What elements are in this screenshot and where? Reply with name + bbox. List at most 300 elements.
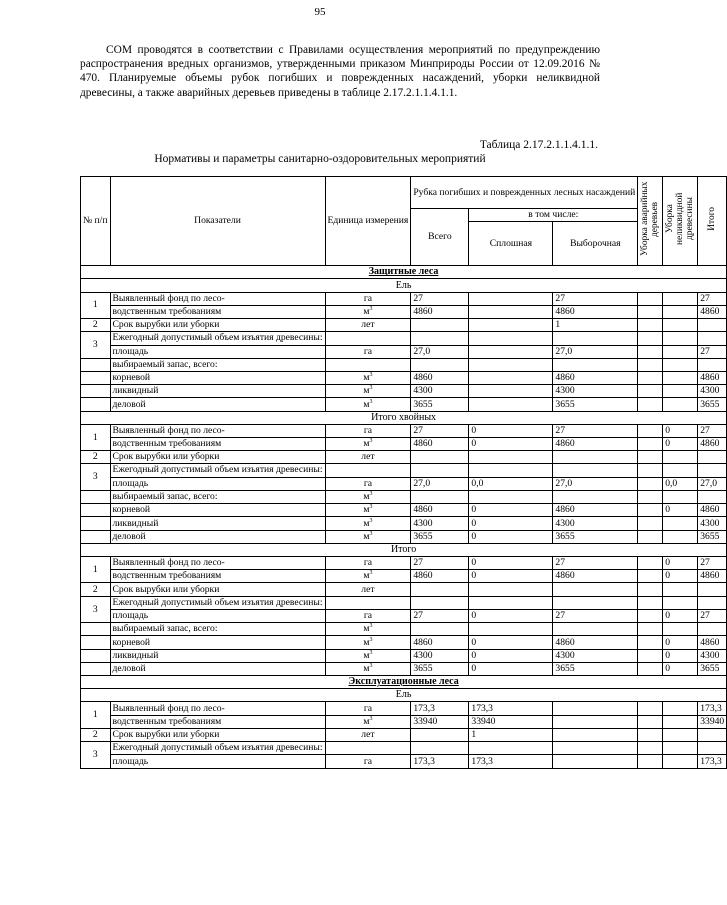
header-including: в том числе: [469, 209, 638, 222]
cell-unit: $м^3$ [325, 636, 411, 649]
cell-clear: 0 [469, 424, 553, 437]
cell-clear [469, 332, 553, 346]
cell-emergency [638, 305, 663, 318]
cell-num [81, 530, 111, 543]
cell-clear [469, 623, 553, 636]
cell-clear: 33940 [469, 715, 553, 728]
table-row [81, 636, 727, 649]
cell-indicator: корневой [110, 372, 325, 385]
cell-num: 2 [81, 318, 111, 331]
cell-clear: 0 [469, 636, 553, 649]
cell-selective: 4860 [553, 305, 638, 318]
cell-num: 1 [81, 292, 111, 318]
cell-selective [553, 702, 638, 715]
header-nonliquid: Уборка неликвидной древесины [663, 177, 698, 266]
cell-selective: 27,0 [553, 345, 638, 358]
cell-total: 3655 [411, 662, 469, 675]
cell-emergency [638, 623, 663, 636]
cell-clear: 0 [469, 517, 553, 530]
cell-nonliquid [663, 332, 698, 346]
cell-selective: 4300 [553, 517, 638, 530]
cell-unit [325, 464, 411, 478]
cell-nonliquid [663, 596, 698, 610]
cell-nonliquid: 0 [663, 662, 698, 675]
cell-itogo [698, 332, 727, 346]
section-label: Ель [81, 689, 727, 702]
cell-nonliquid [663, 464, 698, 478]
cell-num: 3 [81, 741, 111, 768]
cell-total: 27 [411, 610, 469, 623]
cell-unit: га [325, 556, 411, 569]
cell-total: 27,0 [411, 345, 469, 358]
cell-emergency [638, 517, 663, 530]
cell-unit: $м^3$ [325, 623, 411, 636]
cell-unit: $м^3$ [325, 504, 411, 517]
sanitary-measures-table [80, 176, 727, 769]
cell-total [411, 728, 469, 741]
table-row [81, 610, 727, 623]
cell-itogo: 3655 [698, 662, 727, 675]
cell-total [411, 318, 469, 331]
cell-total: 27 [411, 556, 469, 569]
cell-nonliquid: 0 [663, 636, 698, 649]
cell-num: 2 [81, 728, 111, 741]
cell-clear: 0 [469, 570, 553, 583]
cell-selective [553, 596, 638, 610]
cell-total [411, 741, 469, 755]
cell-total [411, 464, 469, 478]
table-row [81, 583, 727, 596]
cell-nonliquid: 0 [663, 556, 698, 569]
table-row [81, 372, 727, 385]
cell-selective: 4300 [553, 649, 638, 662]
cell-selective: 4860 [553, 437, 638, 450]
cell-itogo [698, 464, 727, 478]
header-felling-group: Рубка погибших и поврежденных лесных насаждений [411, 177, 638, 209]
cell-clear: 173,3 [469, 755, 553, 768]
cell-emergency [638, 358, 663, 371]
cell-clear: 1 [469, 728, 553, 741]
cell-selective [553, 491, 638, 504]
cell-emergency [638, 649, 663, 662]
cell-itogo: 4860 [698, 372, 727, 385]
cell-total: 33940 [411, 715, 469, 728]
cell-total: 4300 [411, 649, 469, 662]
cell-indicator: площадь [110, 345, 325, 358]
header-num: № п/п [81, 177, 111, 266]
cell-clear [469, 305, 553, 318]
cell-num: 1 [81, 556, 111, 582]
cell-clear [469, 491, 553, 504]
cell-nonliquid [663, 583, 698, 596]
table-row [81, 504, 727, 517]
cell-clear: 0 [469, 649, 553, 662]
cell-itogo [698, 451, 727, 464]
table-row [81, 715, 727, 728]
cell-num [81, 398, 111, 411]
cell-emergency [638, 372, 663, 385]
cell-itogo: 4860 [698, 437, 727, 450]
cell-itogo: 4860 [698, 636, 727, 649]
cell-selective: 4860 [553, 504, 638, 517]
cell-total: 4860 [411, 570, 469, 583]
cell-num [81, 662, 111, 675]
cell-clear [469, 451, 553, 464]
cell-itogo: 3655 [698, 530, 727, 543]
cell-total [411, 596, 469, 610]
cell-itogo [698, 741, 727, 755]
table-row [81, 398, 727, 411]
cell-nonliquid [663, 702, 698, 715]
cell-num: 3 [81, 596, 111, 623]
table-row [81, 649, 727, 662]
cell-unit: га [325, 702, 411, 715]
table-caption: Таблица 2.17.2.1.1.4.1.1. [479, 139, 598, 151]
cell-nonliquid: 0 [663, 424, 698, 437]
cell-nonliquid: 0 [663, 570, 698, 583]
cell-itogo: 27,0 [698, 477, 727, 490]
cell-unit: лет [325, 451, 411, 464]
cell-clear [469, 583, 553, 596]
cell-itogo [698, 728, 727, 741]
cell-indicator: площадь [110, 755, 325, 768]
table-row [81, 332, 727, 346]
cell-nonliquid [663, 345, 698, 358]
cell-nonliquid: 0 [663, 437, 698, 450]
cell-nonliquid [663, 385, 698, 398]
cell-total [411, 623, 469, 636]
cell-unit: $м^3$ [325, 517, 411, 530]
header-selective: Выборочная [553, 222, 638, 266]
cell-total: 27 [411, 424, 469, 437]
cell-num [81, 504, 111, 517]
cell-indicator: Срок вырубки или уборки [110, 318, 325, 331]
cell-total [411, 583, 469, 596]
cell-itogo: 4860 [698, 504, 727, 517]
cell-clear: 0 [469, 437, 553, 450]
cell-emergency [638, 437, 663, 450]
cell-unit: $м^3$ [325, 437, 411, 450]
cell-nonliquid: 0 [663, 504, 698, 517]
cell-nonliquid [663, 451, 698, 464]
cell-itogo: 3655 [698, 398, 727, 411]
table-row [81, 345, 727, 358]
cell-num: 1 [81, 424, 111, 450]
table-row [81, 755, 727, 768]
cell-unit [325, 358, 411, 371]
cell-indicator: выбираемый запас, всего: [110, 491, 325, 504]
section-row [81, 543, 727, 556]
cell-indicator: Ежегодный допустимый объем изъятия древесины: [110, 464, 325, 478]
cell-unit: га [325, 292, 411, 305]
cell-total: 173,3 [411, 755, 469, 768]
table-row [81, 556, 727, 569]
cell-indicator: корневой [110, 636, 325, 649]
cell-total: 4860 [411, 437, 469, 450]
cell-nonliquid [663, 517, 698, 530]
cell-selective: 3655 [553, 398, 638, 411]
cell-itogo: 27 [698, 424, 727, 437]
cell-indicator: Срок вырубки или уборки [110, 728, 325, 741]
cell-clear [469, 345, 553, 358]
cell-unit [325, 596, 411, 610]
cell-unit: $м^3$ [325, 372, 411, 385]
header-total: Всего [411, 209, 469, 266]
cell-unit: га [325, 755, 411, 768]
cell-indicator: корневой [110, 504, 325, 517]
cell-indicator: водственным требованиям [110, 305, 325, 318]
cell-indicator: Выявленный фонд по лесо- [110, 424, 325, 437]
cell-emergency [638, 345, 663, 358]
table-row [81, 477, 727, 490]
cell-itogo: 173,3 [698, 702, 727, 715]
cell-clear [469, 385, 553, 398]
cell-itogo: 4300 [698, 385, 727, 398]
cell-selective [553, 464, 638, 478]
cell-num [81, 636, 111, 649]
intro-paragraph: СОМ проводятся в соответствии с Правилами осуществления мероприятий по предупреждению распространения вредных организмов, утвержденными приказом Минприроды России от 12.09.2016 № 470. Планируемые объемы рубок погибших и поврежденных насаждений, уборки неликвидной древесины, а также аварийных деревьев приведены в таблице 2.17.2.1.1.4.1.1. [80, 44, 600, 99]
cell-clear [469, 398, 553, 411]
cell-indicator: ликвидный [110, 517, 325, 530]
cell-clear: 0 [469, 662, 553, 675]
cell-selective [553, 755, 638, 768]
cell-unit: га [325, 610, 411, 623]
section-label: Итого хвойных [81, 411, 727, 424]
cell-emergency [638, 530, 663, 543]
table-row [81, 292, 727, 305]
cell-selective: 4860 [553, 570, 638, 583]
cell-unit: $м^3$ [325, 398, 411, 411]
cell-selective: 1 [553, 318, 638, 331]
cell-indicator: Выявленный фонд по лесо- [110, 556, 325, 569]
cell-nonliquid [663, 398, 698, 411]
cell-indicator: водственным требованиям [110, 570, 325, 583]
table-row [81, 570, 727, 583]
table-row [81, 424, 727, 437]
cell-nonliquid [663, 491, 698, 504]
cell-unit: $м^3$ [325, 305, 411, 318]
cell-num [81, 385, 111, 398]
cell-nonliquid [663, 305, 698, 318]
cell-selective [553, 715, 638, 728]
cell-unit [325, 332, 411, 346]
cell-total: 4860 [411, 305, 469, 318]
table-row [81, 741, 727, 755]
section-label: Итого [81, 543, 727, 556]
cell-indicator: Срок вырубки или уборки [110, 451, 325, 464]
cell-num [81, 623, 111, 636]
cell-emergency [638, 477, 663, 490]
cell-nonliquid: 0 [663, 649, 698, 662]
cell-nonliquid: 0 [663, 610, 698, 623]
section-row [81, 675, 727, 688]
table-row [81, 517, 727, 530]
section-label: Защитные леса [81, 266, 727, 279]
cell-unit: лет [325, 318, 411, 331]
cell-itogo [698, 583, 727, 596]
cell-itogo [698, 596, 727, 610]
cell-num: 2 [81, 583, 111, 596]
cell-clear [469, 292, 553, 305]
cell-total: 4860 [411, 504, 469, 517]
cell-selective: 4860 [553, 372, 638, 385]
cell-selective [553, 583, 638, 596]
cell-nonliquid [663, 623, 698, 636]
cell-clear [469, 464, 553, 478]
cell-clear: 0,0 [469, 477, 553, 490]
cell-total [411, 358, 469, 371]
cell-unit: $м^3$ [325, 530, 411, 543]
header-emergency: Уборка аварийных деревьев [638, 177, 663, 266]
cell-total: 27 [411, 292, 469, 305]
cell-indicator: деловой [110, 530, 325, 543]
cell-emergency [638, 755, 663, 768]
cell-selective [553, 332, 638, 346]
table-title: Нормативы и параметры санитарно-оздоровительных мероприятий [154, 153, 486, 165]
cell-clear: 0 [469, 504, 553, 517]
cell-itogo: 4860 [698, 570, 727, 583]
cell-emergency [638, 318, 663, 331]
cell-selective: 27 [553, 424, 638, 437]
cell-selective: 4300 [553, 385, 638, 398]
cell-emergency [638, 610, 663, 623]
table-row [81, 451, 727, 464]
cell-num: 3 [81, 464, 111, 491]
cell-itogo [698, 318, 727, 331]
header-clear: Сплошная [469, 222, 553, 266]
section-row [81, 411, 727, 424]
table-row [81, 437, 727, 450]
cell-selective [553, 358, 638, 371]
table-row [81, 318, 727, 331]
cell-selective: 4860 [553, 636, 638, 649]
cell-indicator: Ежегодный допустимый объем изъятия древесины: [110, 332, 325, 346]
cell-itogo [698, 491, 727, 504]
cell-num [81, 649, 111, 662]
cell-clear: 173,3 [469, 702, 553, 715]
cell-num: 3 [81, 332, 111, 359]
cell-unit: $м^3$ [325, 715, 411, 728]
cell-nonliquid [663, 728, 698, 741]
cell-selective: 27 [553, 556, 638, 569]
cell-itogo: 27 [698, 556, 727, 569]
cell-emergency [638, 491, 663, 504]
cell-total: 3655 [411, 398, 469, 411]
cell-unit: га [325, 477, 411, 490]
cell-emergency [638, 583, 663, 596]
header-total-col: Итого [698, 177, 727, 266]
cell-itogo: 27 [698, 292, 727, 305]
table-row [81, 530, 727, 543]
cell-num [81, 517, 111, 530]
cell-nonliquid [663, 372, 698, 385]
cell-emergency [638, 292, 663, 305]
cell-total: 4300 [411, 517, 469, 530]
cell-unit: $м^3$ [325, 649, 411, 662]
cell-itogo: 173,3 [698, 755, 727, 768]
section-row [81, 279, 727, 292]
cell-selective: 3655 [553, 662, 638, 675]
cell-itogo: 4860 [698, 305, 727, 318]
table-row [81, 358, 727, 371]
cell-emergency [638, 385, 663, 398]
cell-selective: 27,0 [553, 477, 638, 490]
section-row [81, 266, 727, 279]
section-row [81, 689, 727, 702]
cell-emergency [638, 556, 663, 569]
cell-itogo: 4300 [698, 517, 727, 530]
table-row [81, 662, 727, 675]
cell-nonliquid: 0,0 [663, 477, 698, 490]
cell-clear: 0 [469, 530, 553, 543]
cell-emergency [638, 715, 663, 728]
table-row [81, 623, 727, 636]
cell-total: 4300 [411, 385, 469, 398]
cell-total [411, 451, 469, 464]
header-unit: Единица измерения [325, 177, 411, 266]
table-row [81, 464, 727, 478]
cell-indicator: ликвидный [110, 649, 325, 662]
cell-unit: лет [325, 583, 411, 596]
cell-num: 2 [81, 451, 111, 464]
section-label: Ель [81, 279, 727, 292]
cell-indicator: площадь [110, 477, 325, 490]
cell-unit: лет [325, 728, 411, 741]
cell-nonliquid [663, 530, 698, 543]
cell-emergency [638, 636, 663, 649]
cell-emergency [638, 728, 663, 741]
cell-emergency [638, 451, 663, 464]
cell-num [81, 372, 111, 385]
table-row [81, 728, 727, 741]
cell-itogo [698, 623, 727, 636]
cell-indicator: Выявленный фонд по лесо- [110, 702, 325, 715]
cell-unit [325, 741, 411, 755]
cell-emergency [638, 424, 663, 437]
cell-clear [469, 372, 553, 385]
cell-total: 4860 [411, 636, 469, 649]
cell-clear: 0 [469, 556, 553, 569]
cell-emergency [638, 741, 663, 755]
cell-emergency [638, 464, 663, 478]
cell-unit: $м^3$ [325, 570, 411, 583]
table-row [81, 702, 727, 715]
cell-indicator: выбираемый запас, всего: [110, 358, 325, 371]
cell-total: 173,3 [411, 702, 469, 715]
cell-indicator: Выявленный фонд по лесо- [110, 292, 325, 305]
header-indicator: Показатели [110, 177, 325, 266]
cell-selective: 3655 [553, 530, 638, 543]
cell-selective: 27 [553, 292, 638, 305]
cell-unit: $м^3$ [325, 385, 411, 398]
cell-nonliquid [663, 292, 698, 305]
cell-total: 3655 [411, 530, 469, 543]
cell-num [81, 491, 111, 504]
cell-emergency [638, 570, 663, 583]
cell-indicator: водственным требованиям [110, 715, 325, 728]
cell-indicator: площадь [110, 610, 325, 623]
cell-itogo: 27 [698, 610, 727, 623]
cell-nonliquid [663, 741, 698, 755]
cell-indicator: Срок вырубки или уборки [110, 583, 325, 596]
table-row [81, 491, 727, 504]
cell-itogo [698, 358, 727, 371]
table-row [81, 596, 727, 610]
cell-total: 27,0 [411, 477, 469, 490]
table-row [81, 305, 727, 318]
page-number: 95 [314, 6, 326, 18]
cell-selective [553, 741, 638, 755]
